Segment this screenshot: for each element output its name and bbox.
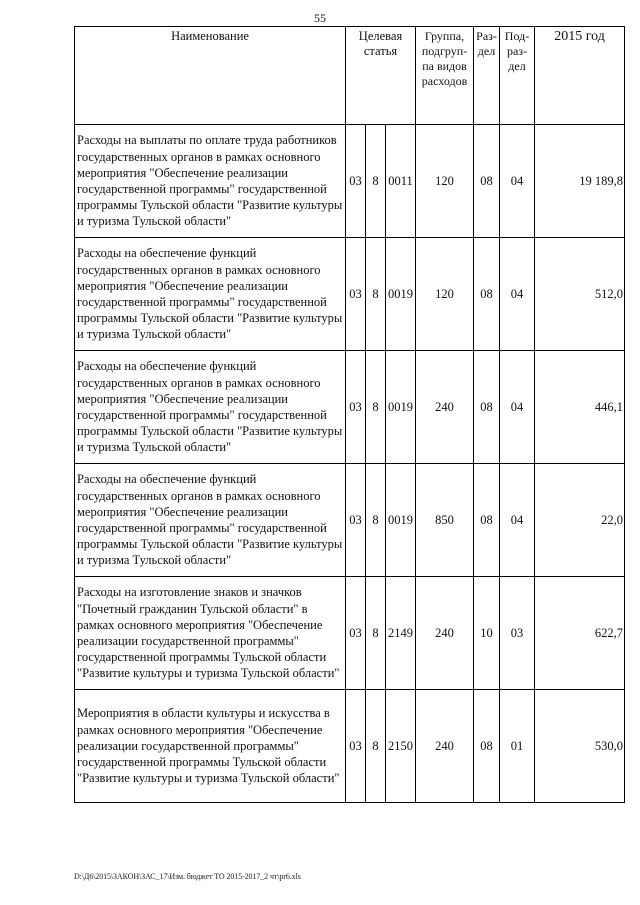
row-section: 08 <box>474 464 500 577</box>
row-code-direction: 0019 <box>386 238 416 351</box>
row-expense-group: 850 <box>416 464 474 577</box>
row-code-direction: 0019 <box>386 464 416 577</box>
row-amount: 22,0 <box>535 464 625 577</box>
row-code-direction: 0011 <box>386 125 416 238</box>
row-name: Мероприятия в области культуры и искусства в рамках основного мероприятия "Обеспечение реализации государственной программы" государственной программы Тульской области "Развитие культуры и туризма Тульской области" <box>75 690 346 803</box>
row-subsection: 01 <box>500 690 535 803</box>
row-amount: 530,0 <box>535 690 625 803</box>
row-code-program: 03 <box>346 690 366 803</box>
row-name: Расходы на обеспечение функций государственных органов в рамках основного мероприятия "Обеспечение реализации государственной программы" государственной программы Тульской области "Развитие культуры и туризма Тульской области" <box>75 464 346 577</box>
row-name: Расходы на выплаты по оплате труда работников государственных органов в рамках основного мероприятия "Обеспечение реализации государственной программы" государственной программы Тульской области "Развитие культуры и туризма Тульской области" <box>75 125 346 238</box>
row-code-program: 03 <box>346 351 366 464</box>
row-name: Расходы на изготовление знаков и значков "Почетный гражданин Тульской области" в рамках основного мероприятия "Обеспечение реализации государственной программы" государственной программы Тульской области "Развитие культуры и туризма Тульской области" <box>75 577 346 690</box>
table-row <box>75 238 625 351</box>
table-header-row <box>75 27 625 125</box>
table-row <box>75 577 625 690</box>
row-expense-group: 240 <box>416 577 474 690</box>
row-code-subprogram: 8 <box>366 690 386 803</box>
page-number: 55 <box>314 11 326 25</box>
row-code-subprogram: 8 <box>366 125 386 238</box>
row-code-direction: 0019 <box>386 351 416 464</box>
row-section: 08 <box>474 351 500 464</box>
row-code-subprogram: 8 <box>366 577 386 690</box>
row-expense-group: 240 <box>416 351 474 464</box>
row-code-program: 03 <box>346 464 366 577</box>
row-expense-group: 120 <box>416 238 474 351</box>
row-code-program: 03 <box>346 238 366 351</box>
row-code-program: 03 <box>346 125 366 238</box>
row-subsection: 04 <box>500 125 535 238</box>
row-code-program: 03 <box>346 577 366 690</box>
row-name: Расходы на обеспечение функций государственных органов в рамках основного мероприятия "Обеспечение реализации государственной программы" государственной программы Тульской области "Развитие культуры и туризма Тульской области" <box>75 238 346 351</box>
table-row <box>75 690 625 803</box>
row-section: 08 <box>474 690 500 803</box>
header-name: Наименование <box>75 27 346 125</box>
row-expense-group: 120 <box>416 125 474 238</box>
row-subsection: 04 <box>500 351 535 464</box>
row-subsection: 04 <box>500 238 535 351</box>
header-expense-group: Группа, подгруп-па видов расходов <box>416 27 474 125</box>
row-amount: 19 189,8 <box>535 125 625 238</box>
table-row <box>75 464 625 577</box>
row-code-subprogram: 8 <box>366 238 386 351</box>
row-section: 10 <box>474 577 500 690</box>
file-path-footer: D:\Д6\2015\ЗАКОН\ЗАС_17\Изм. бюджет ТО 2015-2017_2 чт\pr6.xls <box>74 872 301 881</box>
budget-table <box>74 26 625 803</box>
row-expense-group: 240 <box>416 690 474 803</box>
table-row <box>75 351 625 464</box>
row-name: Расходы на обеспечение функций государственных органов в рамках основного мероприятия "Обеспечение реализации государственной программы" государственной программы Тульской области "Развитие культуры и туризма Тульской области" <box>75 351 346 464</box>
row-code-direction: 2150 <box>386 690 416 803</box>
row-subsection: 03 <box>500 577 535 690</box>
header-year: 2015 год <box>535 27 625 125</box>
row-code-direction: 2149 <box>386 577 416 690</box>
header-subsection: Под-раз-дел <box>500 27 535 125</box>
header-target-article: Целевая статья <box>346 27 416 125</box>
row-amount: 446,1 <box>535 351 625 464</box>
row-amount: 622,7 <box>535 577 625 690</box>
row-code-subprogram: 8 <box>366 351 386 464</box>
row-amount: 512,0 <box>535 238 625 351</box>
row-subsection: 04 <box>500 464 535 577</box>
header-section: Раз-дел <box>474 27 500 125</box>
row-section: 08 <box>474 125 500 238</box>
row-section: 08 <box>474 238 500 351</box>
table-body <box>75 125 625 803</box>
table-row <box>75 125 625 238</box>
row-code-subprogram: 8 <box>366 464 386 577</box>
